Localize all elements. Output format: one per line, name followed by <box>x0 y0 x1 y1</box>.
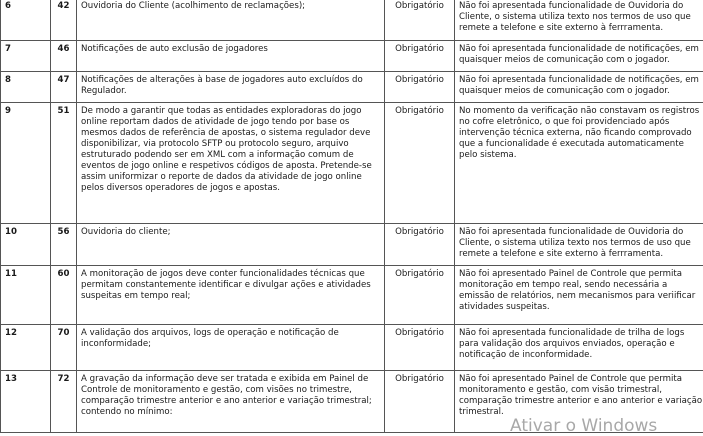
row-number: 7 <box>1 41 51 72</box>
status-text: Obrigatório <box>385 0 455 41</box>
observation-text: No momento da verificação não constavam os registros no cofre eletrônico, o que foi providenciado após intervenção técnica externa, não ficando comprovado que a funcionalidade é executada automaticamente pelo sistema. <box>455 103 703 224</box>
table-row <box>1 72 703 103</box>
observation-text: Não foi apresentada funcionalidade de Ouvidoria do Cliente, o sistema utiliza texto nos termos de uso que remete a telefone e site externo à ferrramenta. <box>455 224 703 266</box>
requirement-text: A validação dos arquivos, logs de operação e notificação de inconformidade; <box>77 325 385 371</box>
table-row <box>1 266 703 325</box>
status-text: Obrigatório <box>385 224 455 266</box>
status-text: Obrigatório <box>385 72 455 103</box>
item-number: 42 <box>51 0 77 41</box>
requirement-text: A gravação da informação deve ser tratada e exibida em Painel de Controle de monitoramento e gestão, com visões no trimestre, comparação trimestre anterior e ano anterior e variação trimestral; contendo no mínimo: <box>77 371 385 433</box>
item-number: 47 <box>51 72 77 103</box>
status-text: Obrigatório <box>385 103 455 224</box>
table-row <box>1 103 703 224</box>
observation-text: Não foi apresentada funcionalidade de notificações, em quaisquer meios de comunicação com o jogador. <box>455 72 703 103</box>
requirement-text: Notificações de auto exclusão de jogadores <box>77 41 385 72</box>
table-row <box>1 325 703 371</box>
row-number: 6 <box>1 0 51 41</box>
row-number: 9 <box>1 103 51 224</box>
requirement-text: Ouvidoria do cliente; <box>77 224 385 266</box>
item-number: 72 <box>51 371 77 433</box>
observation-text: Não foi apresentada funcionalidade de trilha de logs para validação dos arquivos enviados, operação e notificação de inconformidade. <box>455 325 703 371</box>
requirement-text: Notificações de alterações à base de jogadores auto excluídos do Regulador. <box>77 72 385 103</box>
item-number: 56 <box>51 224 77 266</box>
requirement-text: Ouvidoria do Cliente (acolhimento de reclamações); <box>77 0 385 41</box>
requirement-text: De modo a garantir que todas as entidades exploradoras do jogo online reportam dados de atividade de jogo tendo por base os mesmos dados de referência de apostas, o sistema regulador deve disponibilizar, via protocolo SFTP ou protocolo seguro, arquivo estruturado podendo ser em XML com a informação comum de eventos de jogo online e respetivos códigos de aposta. Pretende-se assim uniformizar o reporte de dados da atividade de jogo online pelos diversos operadores de jogos e apostas. <box>77 103 385 224</box>
observation-text: Não foi apresentada funcionalidade de Ouvidoria do Cliente, o sistema utiliza texto nos termos de uso que remete a telefone e site externo à ferrramenta. <box>455 0 703 41</box>
table-row <box>1 41 703 72</box>
row-number: 11 <box>1 266 51 325</box>
item-number: 60 <box>51 266 77 325</box>
table-row <box>1 0 703 41</box>
observation-text: Não foi apresentado Painel de Controle que permita monitoração em tempo real, sendo necessária a emissão de relatórios, nem mecanismos para veriificar atividades suspeitas. <box>455 266 703 325</box>
observation-text: Não foi apresentada funcionalidade de notificações, em quaisquer meios de comunicação com o jogador. <box>455 41 703 72</box>
row-number: 13 <box>1 371 51 433</box>
status-text: Obrigatório <box>385 371 455 433</box>
row-number: 8 <box>1 72 51 103</box>
row-number: 10 <box>1 224 51 266</box>
item-number: 46 <box>51 41 77 72</box>
status-text: Obrigatório <box>385 325 455 371</box>
activation-watermark: Ativar o Windows <box>510 416 657 436</box>
item-number: 70 <box>51 325 77 371</box>
observation-text: Não foi apresentado Painel de Controle que permita monitoramento e gestão, com visão trimestral, comparação trimestre anterior e ano anterior e variação trimestral. <box>455 371 703 433</box>
status-text: Obrigatório <box>385 266 455 325</box>
item-number: 51 <box>51 103 77 224</box>
status-text: Obrigatório <box>385 41 455 72</box>
requirement-text: A monitoração de jogos deve conter funcionalidades técnicas que permitam constantemente identificar e divulgar ações e atividades suspeitas em tempo real; <box>77 266 385 325</box>
table-row <box>1 224 703 266</box>
row-number: 12 <box>1 325 51 371</box>
